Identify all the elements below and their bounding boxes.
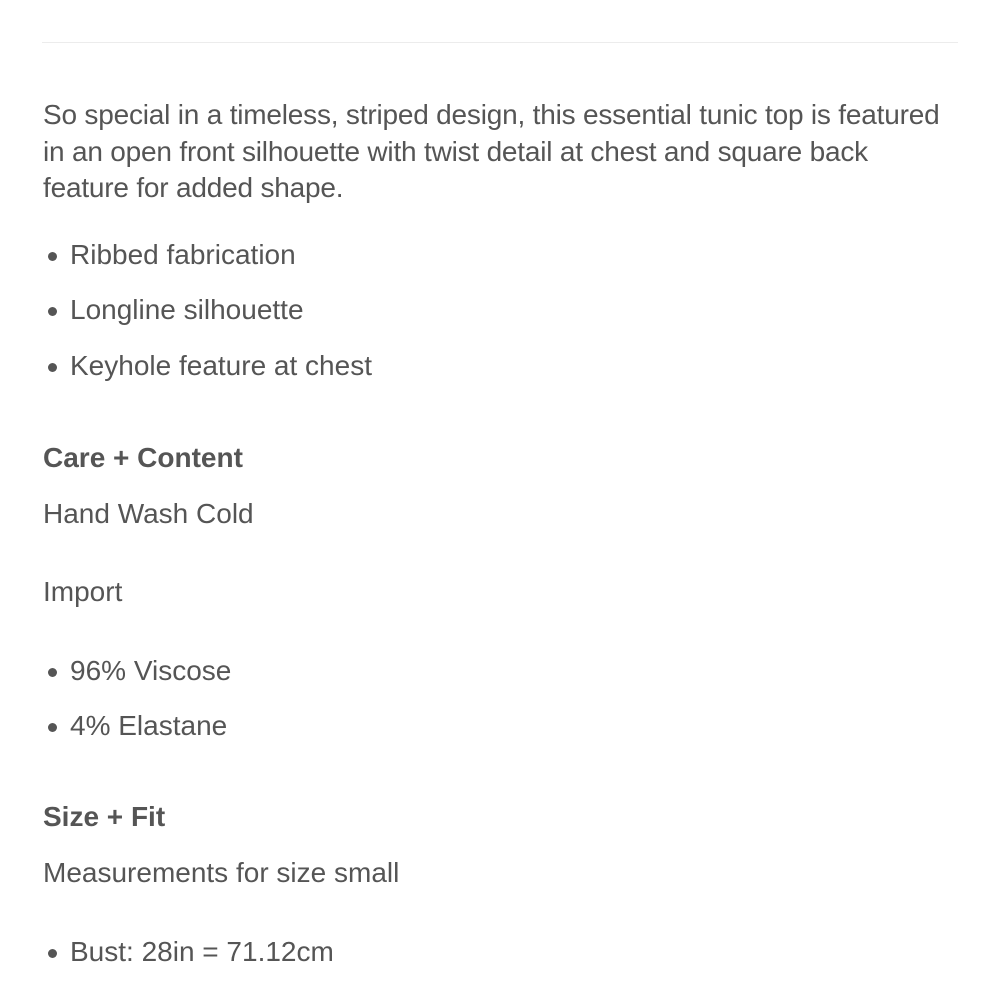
material-item	[43, 654, 943, 688]
feature-item-label: Ribbed fabrication	[70, 238, 296, 270]
size-fit-heading: Size + Fit	[43, 801, 166, 832]
feature-list	[43, 238, 943, 383]
bullet-icon	[48, 363, 57, 372]
care-content-heading: Care + Content	[43, 441, 243, 473]
bullet-icon	[48, 723, 57, 732]
care-instructions: Hand Wash Cold	[43, 497, 254, 529]
size-note: Measurements for size small	[43, 857, 400, 888]
materials-list	[43, 654, 943, 744]
feature-item-label: Longline silhouette	[70, 294, 304, 325]
bullet-icon	[48, 668, 57, 677]
feature-item	[43, 293, 943, 327]
measurement-item	[43, 935, 943, 969]
bullet-icon	[48, 949, 57, 958]
origin-text: Import	[43, 575, 123, 607]
bullet-icon	[48, 307, 57, 316]
top-divider	[42, 42, 958, 43]
product-description: So special in a timeless, striped design, this essential tunic top is featured in an open front silhouette with twist detail at chest and square back feature for added shape.	[43, 99, 940, 203]
feature-item-label: Keyhole feature at chest	[70, 349, 372, 381]
measurements-list	[43, 935, 943, 969]
bullet-icon	[48, 252, 57, 261]
measurement-item-label: Bust: 28in = 71.12cm	[70, 936, 334, 967]
material-item	[43, 709, 943, 743]
feature-item	[43, 349, 943, 383]
feature-item	[43, 238, 943, 272]
material-item-label: 4% Elastane	[70, 710, 228, 741]
product-description-panel	[43, 97, 943, 969]
material-item-label: 96% Viscose	[70, 654, 232, 686]
